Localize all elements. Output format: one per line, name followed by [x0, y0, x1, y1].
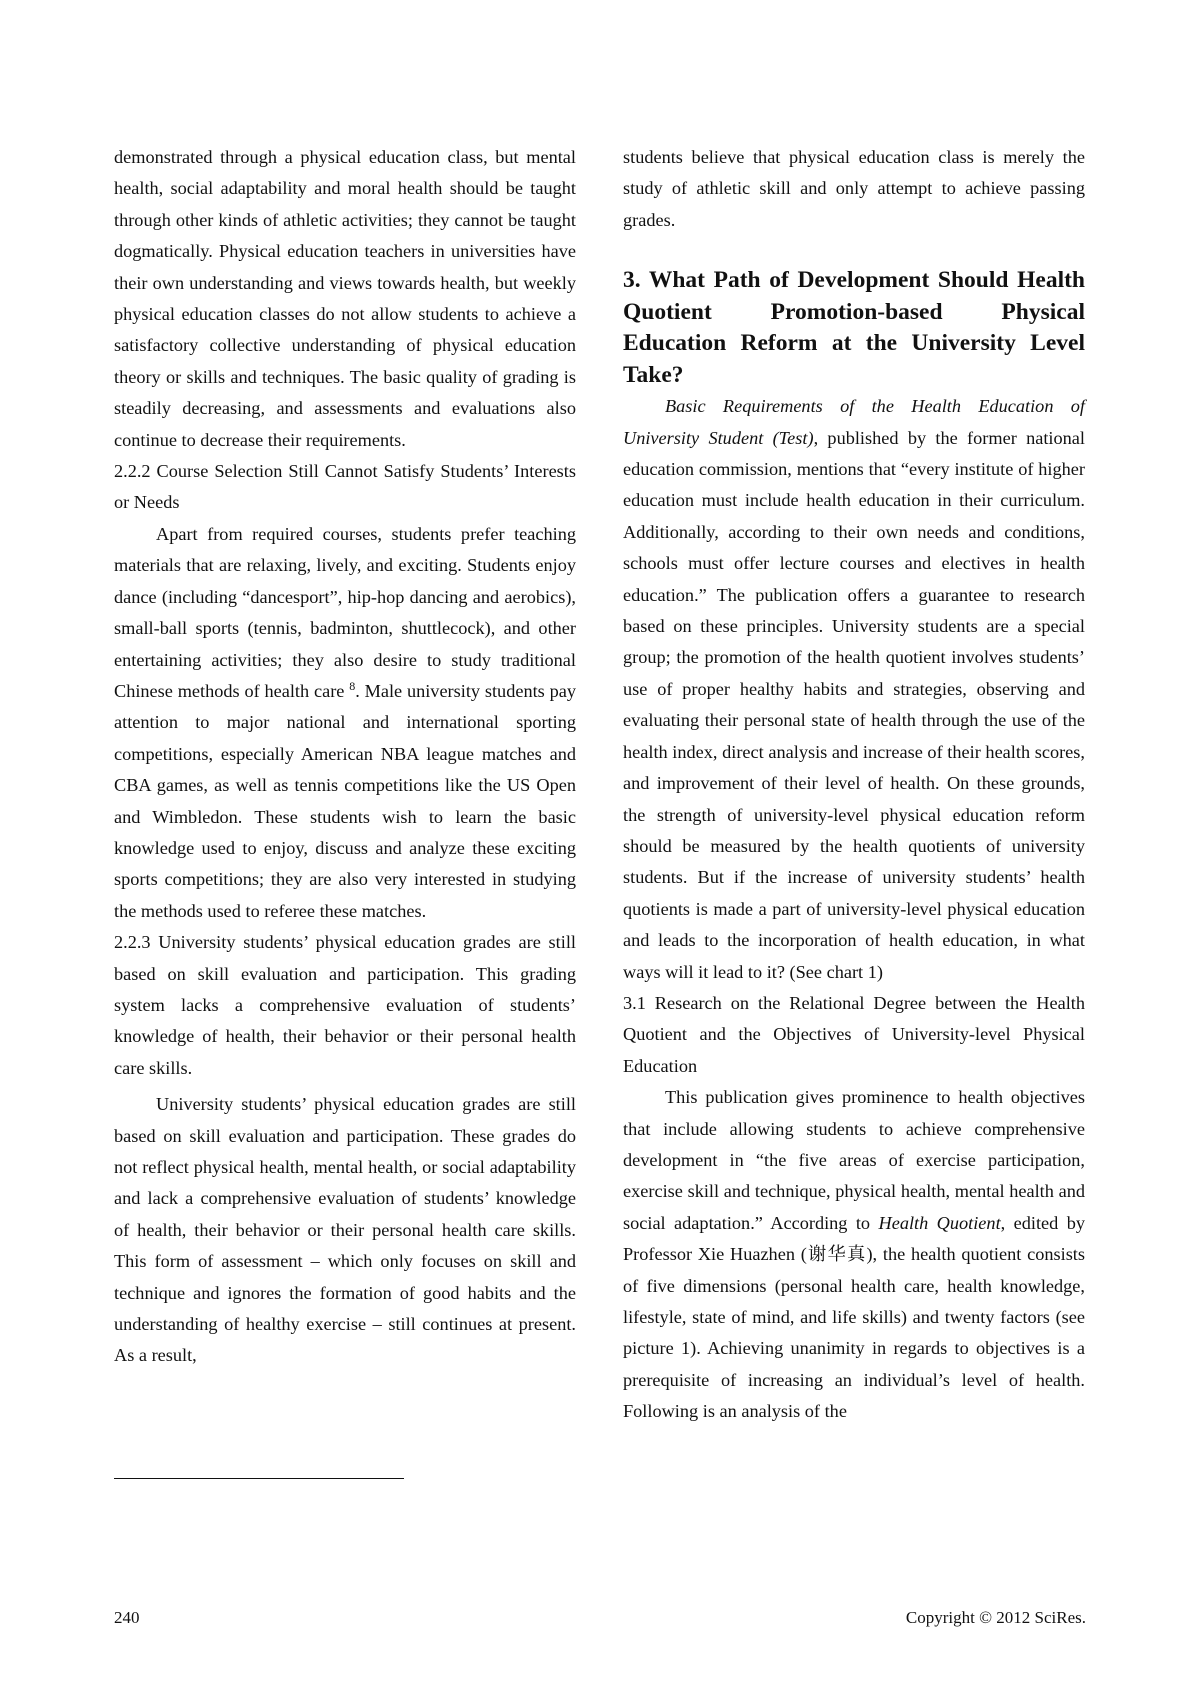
body-paragraph: students believe that physical education class is merely the study of athletic skill and only attempt to achieve passing grades.: [623, 147, 1085, 230]
copyright-notice: Copyright © 2012 SciRes.: [905, 1608, 1086, 1627]
body-paragraph: [623, 391, 1085, 988]
section-heading-3: 3. What Path of Development Should Health Quotient Promotion-based Physical Education Reform at the University Level Take?: [623, 267, 1085, 388]
paragraph-text: , edited by Professor Xie Huazhen (谢华真), the health quotient consists of five dimensions (personal health care, health knowledge, lifestyle, state of mind, and life skills) and twenty factors (see picture 1). Achieving unanimity in regards to objectives is a prerequisite of increasing an individual’s level of health. Following is an analysis of the: [623, 1212, 1085, 1422]
body-paragraph: [114, 519, 576, 927]
subsection-heading-2-2-3: 2.2.3 University students’ physical education grades are still based on skill evaluation and participation. This grading system lacks a comprehensive evaluation of students’ knowledge of health, their behavior or their personal health care skills.: [114, 932, 576, 1078]
paragraph-text: This publication gives prominence to health objectives that include allowing students to achieve comprehensive development in “the five areas of exercise participation, exercise skill and technique, physical health, mental health and social adaptation.” According to: [623, 1087, 1085, 1233]
subsection-heading-2-2-2: 2.2.2 Course Selection Still Cannot Satisfy Students’ Interests or Needs: [114, 461, 576, 513]
publication-title: Basic Requirements of the Health Education of University Student (Test): [623, 396, 1085, 448]
footnote-separator-rule: [114, 1478, 404, 1479]
left-column: [114, 142, 576, 1372]
body-paragraph: demonstrated through a physical education class, but mental health, social adaptability and moral health should be taught through other kinds of athletic activities; they cannot be taught dogmatically. Physical education teachers in universities have their own understanding and views towards health, but weekly physical education classes do not allow students to achieve a satisfactory collective understanding of physical education theory or skills and techniques. The basic quality of grading is steadily decreasing, and assessments and evaluations also continue to decrease their requirements.: [114, 147, 576, 450]
paragraph-text: . Male university students pay attention to major national and international sporting competitions, especially American NBA league matches and CBA games, as well as tennis competitions like the US Open and Wimbledon. These students wish to learn the basic knowledge used to enjoy, discuss and analyze these exciting sports competitions; they are also very interested in studying the methods used to referee these matches.: [114, 680, 576, 921]
paragraph-text: , published by the former national education commission, mentions that “every institute of higher education must include health education in their curriculum. Additionally, according to their own needs and conditions, schools must offer lecture courses and electives in health education.” The publication offers a guarantee to research based on these principles. University students are a special group; the promotion of the health quotient involves students’ use of proper healthy habits and strategies, observing and evaluating their personal state of health through the use of the health index, direct analysis and increase of their health scores, and improvement of their level of health. On these grounds, the strength of university-level physical education reform should be measured by the health quotients of university students. But if the increase of university students’ health quotients is made a part of university-level physical education and leads to the incorporation of health education, in what ways will it lead to it? (See chart 1): [623, 427, 1085, 982]
page-number: 240: [114, 1608, 140, 1627]
book-title: Health Quotient: [878, 1212, 1001, 1233]
body-paragraph: [623, 1082, 1085, 1427]
right-column: [623, 142, 1085, 1428]
body-paragraph: University students’ physical education grades are still based on skill evaluation and participation. These grades do not reflect physical health, mental health, or social adaptability and lack a comprehensive evaluation of students’ knowledge of health, their behavior or their personal health care skills. This form of assessment – which only focuses on skill and technique and ignores the formation of good habits and the understanding of healthy exercise – still continues at present. As a result,: [114, 1094, 576, 1366]
subsection-heading-3-1: 3.1 Research on the Relational Degree between the Health Quotient and the Objectives of University-level Physical Education: [623, 992, 1085, 1076]
paragraph-text: Apart from required courses, students prefer teaching materials that are relaxing, lively, and exciting. Students enjoy dance (including “dancesport”, hip-hop dancing and aerobics), small-ball sports (tennis, badminton, shuttlecock), and other entertaining activities; they also desire to study traditional Chinese methods of health care: [114, 523, 576, 701]
reference-marker: 8: [349, 678, 356, 693]
